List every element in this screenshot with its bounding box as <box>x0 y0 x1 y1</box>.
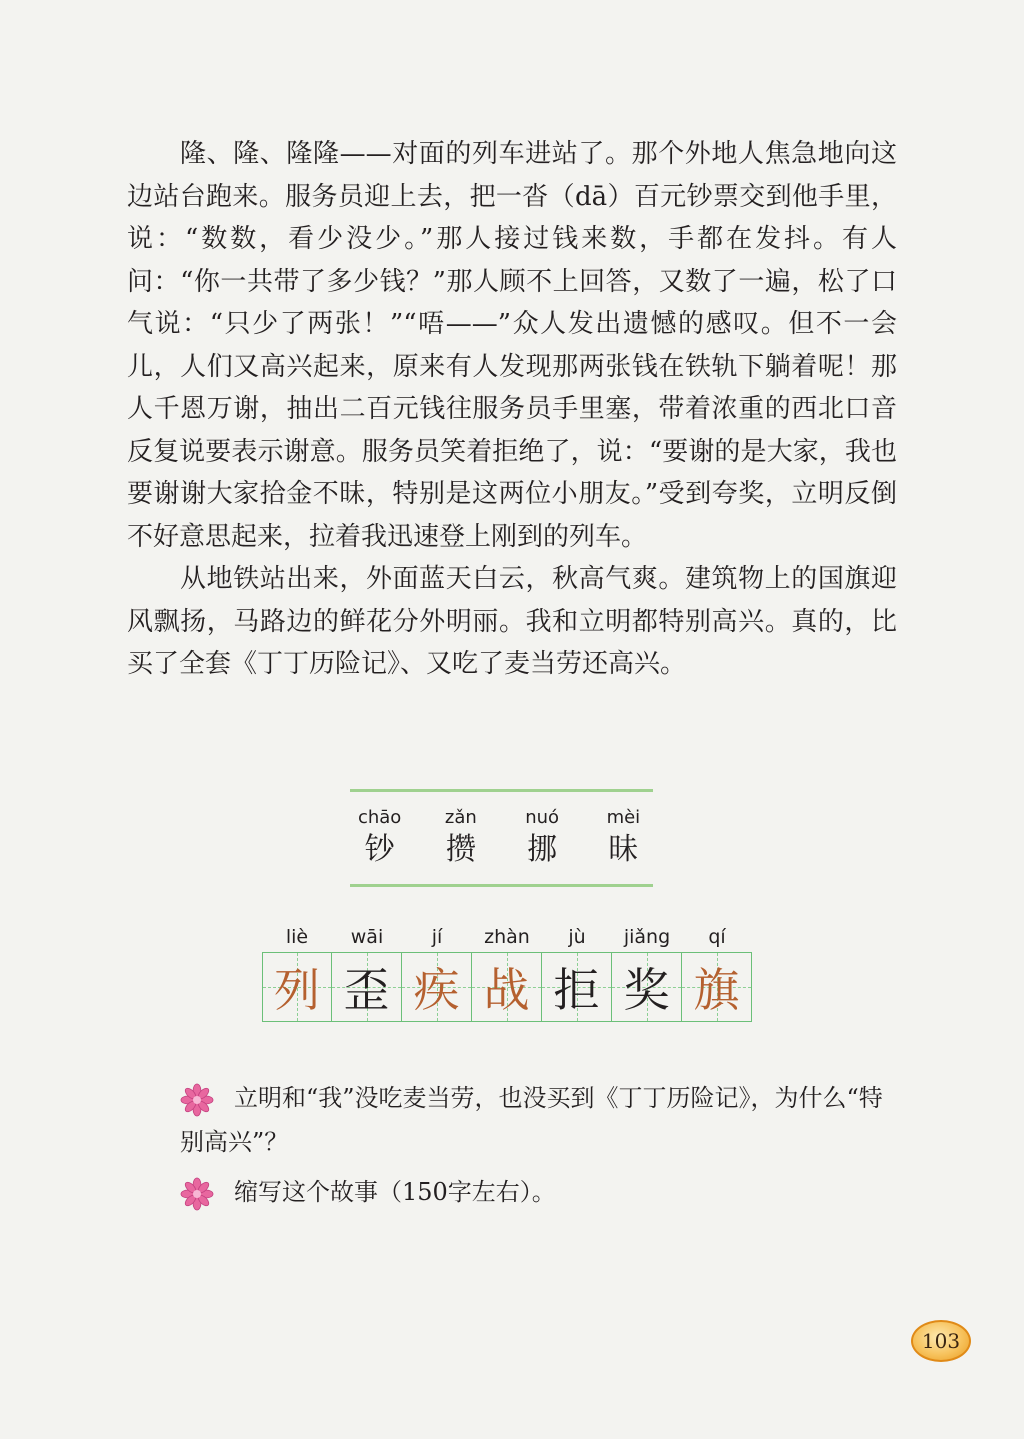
pinyin: liè <box>285 926 309 948</box>
hanzi: 奖 <box>623 963 670 1017</box>
hanzi: 战 <box>483 963 530 1017</box>
hanzi: 疾 <box>413 963 460 1017</box>
writing-cell <box>542 922 612 1024</box>
tian-grid <box>402 952 472 1022</box>
paragraph: 隆、隆、隆隆——对面的列车进站了。那个外地人焦急地向这边站台跑来。服务员迎上去，把一沓（dā）百元钞票交到他手里，说：“数数，看少没少。”那人接过钱来数，手都在发抖。有人问：“你一共带了多少钱？”那人顾不上回答，又数了一遍，松了口气说：“只少了两张！”“唔——”众人发出遗憾的感叹。但不一会儿，人们又高兴起来，原来有人发现那两张钱在铁轨下躺着呢！那人千恩万谢，抽出二百元钱往服务员手里塞，带着浓重的西北口音反复说要表示谢意。服务员笑着拒绝了，说：“要谢的是大家，我也要谢谢大家拾金不昧，特别是这两位小朋友。”受到夸奖，立明反倒不好意思起来，拉着我迅速登上刚到的列车。 <box>127 139 897 552</box>
flower-icon <box>180 1083 214 1117</box>
hanzi: 攒 <box>445 832 476 867</box>
pinyin: chāo <box>357 807 402 828</box>
writing-cell <box>472 922 542 1024</box>
story-passage <box>127 133 897 686</box>
writing-cell <box>402 922 472 1024</box>
pinyin: jiǎng <box>623 926 671 948</box>
writing-cell <box>262 922 332 1024</box>
writing-cell <box>332 922 402 1024</box>
hanzi: 拒 <box>553 963 600 1017</box>
tian-grid <box>612 952 682 1022</box>
word-item <box>431 806 490 870</box>
writing-grid-row <box>262 922 752 1024</box>
question-item <box>180 1076 890 1164</box>
word-item <box>513 806 572 870</box>
pinyin: jù <box>568 926 586 948</box>
pinyin: mèi <box>606 807 641 828</box>
question-text: 立明和“我”没吃麦当劳，也没买到《丁丁历险记》，为什么“特别高兴”？ <box>180 1084 883 1156</box>
pinyin: zǎn <box>444 807 477 828</box>
hanzi: 钞 <box>364 832 395 867</box>
writing-cell <box>682 922 752 1024</box>
hanzi: 歪 <box>343 963 390 1017</box>
recognize-words-box <box>350 789 653 887</box>
pinyin: zhàn <box>484 926 530 948</box>
flower-icon <box>180 1177 214 1211</box>
pinyin: jí <box>431 926 443 948</box>
tian-grid <box>262 952 332 1022</box>
tian-grid <box>472 952 542 1022</box>
pinyin: qí <box>708 926 726 948</box>
exercise-questions <box>180 1076 890 1220</box>
word-item <box>350 806 409 870</box>
hanzi: 挪 <box>527 832 558 867</box>
hanzi: 昧 <box>608 832 639 867</box>
tian-grid <box>332 952 402 1022</box>
page-number-badge: 103 <box>911 1320 971 1362</box>
paragraph: 从地铁站出来，外面蓝天白云，秋高气爽。建筑物上的国旗迎风飘扬，马路边的鲜花分外明丽。我和立明都特别高兴。真的，比买了全套《丁丁历险记》、又吃了麦当劳还高兴。 <box>127 564 897 679</box>
tian-grid <box>542 952 612 1022</box>
pinyin: wāi <box>350 926 384 948</box>
hanzi: 列 <box>274 963 320 1017</box>
pinyin: nuó <box>525 807 560 828</box>
question-text: 缩写这个故事（150字左右）。 <box>234 1178 556 1206</box>
question-item <box>180 1170 890 1214</box>
word-item <box>594 806 653 870</box>
writing-cell <box>612 922 682 1024</box>
hanzi: 旗 <box>693 963 740 1017</box>
tian-grid <box>682 952 752 1022</box>
